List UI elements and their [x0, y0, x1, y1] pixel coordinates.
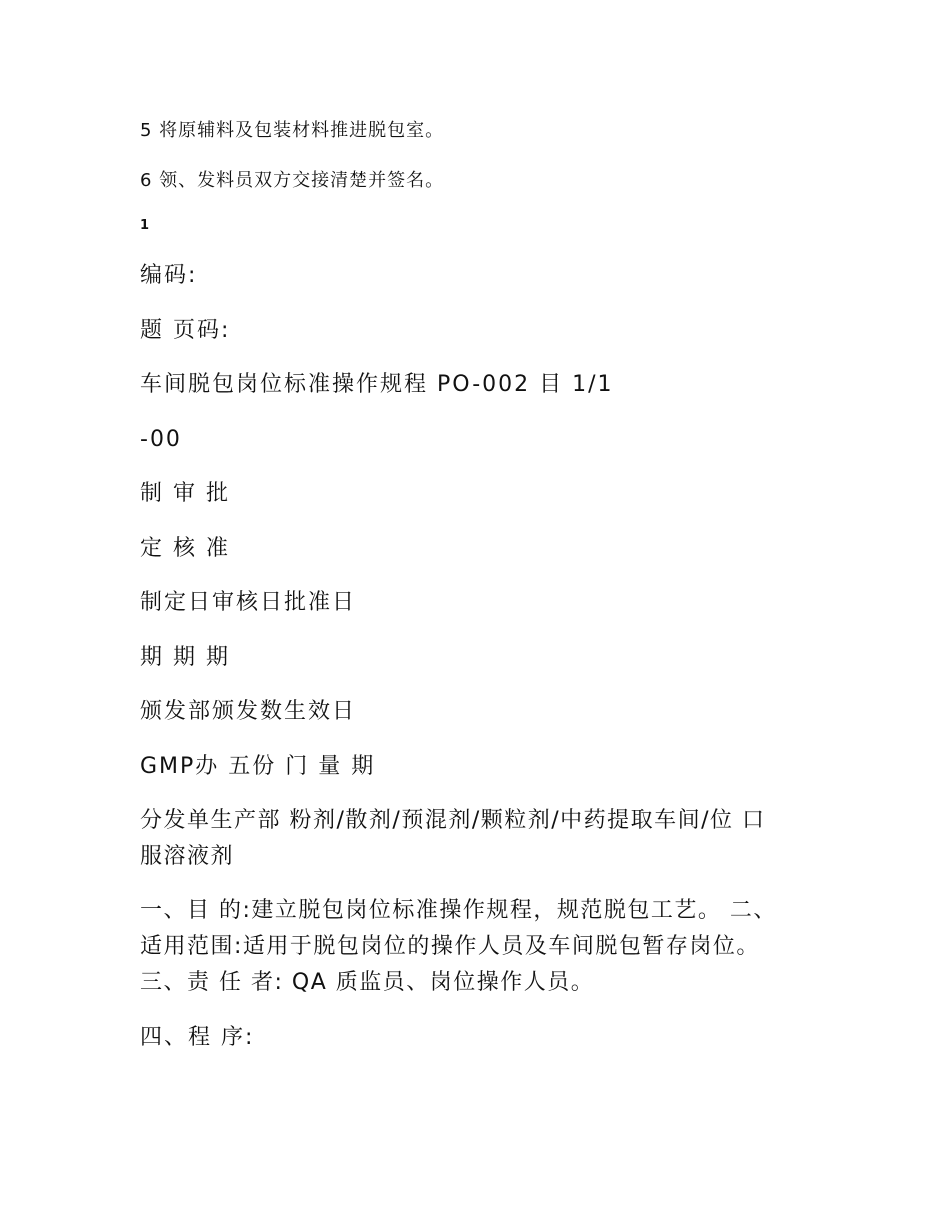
issue-row-1: 颁发部颁发数生效日 — [140, 699, 357, 724]
document-title-row: 车间脱包岗位标准操作规程 PO-002 目 1/1 — [140, 372, 614, 397]
purpose-line-3: 三、责 任 者: QA 质监员、岗位操作人员。 — [140, 970, 595, 995]
title-page-label: 题 页码: — [140, 318, 231, 343]
step-6-text: 6 领、发料员双方交接清楚并签名。 — [140, 170, 445, 191]
roles-row-1: 制 审 批 — [140, 481, 230, 506]
purpose-block — [140, 893, 820, 1001]
page-marker: 1 — [140, 218, 150, 233]
roles-row-2: 定 核 准 — [140, 536, 230, 561]
distribution-line-2: 服溶液剂 — [140, 844, 235, 869]
issue-row-2: GMP办 五份 门 量 期 — [140, 754, 376, 779]
code-suffix: -00 — [140, 427, 182, 452]
dates-row-1: 制定日审核日批准日 — [140, 590, 357, 615]
step-5-text: 5 将原辅料及包装材料推进脱包室。 — [140, 120, 445, 141]
purpose-line-2: 适用范围:适用于脱包岗位的操作人员及车间脱包暂存岗位。 — [140, 934, 760, 959]
procedure-heading: 四、程 序: — [140, 1025, 255, 1050]
purpose-line-1: 一、目 的:建立脱包岗位标准操作规程，规范脱包工艺。 二、 — [140, 898, 777, 923]
distribution-block — [140, 803, 820, 875]
code-label: 编码: — [140, 263, 198, 288]
distribution-line-1: 分发单生产部 粉剂/散剂/预混剂/颗粒剂/中药提取车间/位 口 — [140, 808, 766, 833]
dates-row-2: 期 期 期 — [140, 645, 230, 670]
